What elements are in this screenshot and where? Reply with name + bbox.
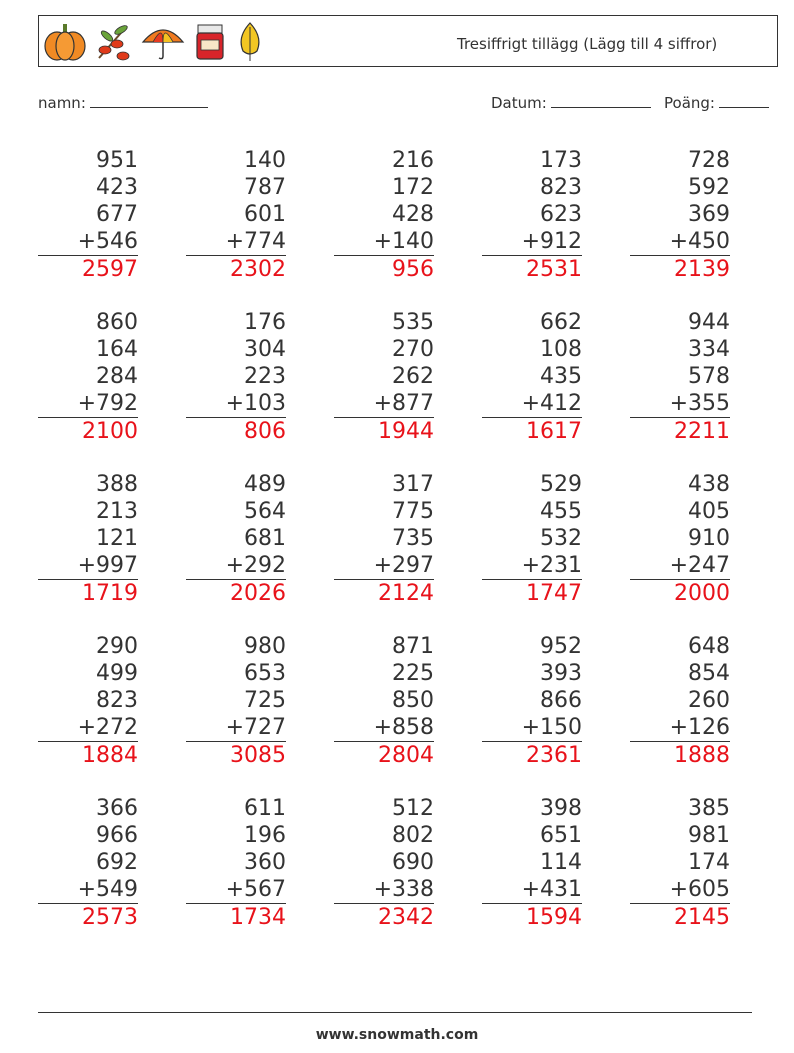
addend: 334 (688, 337, 730, 362)
footer-site: www.snowmath.com (315, 1027, 479, 1043)
addition-problem (186, 795, 286, 931)
addition-problem (186, 147, 286, 283)
addition-problem (38, 795, 138, 931)
addend: 196 (244, 823, 286, 848)
addend: 260 (688, 688, 730, 713)
addend: +912 (521, 229, 582, 254)
addend: 499 (96, 661, 138, 686)
addend: 140 (244, 148, 286, 173)
addend: +150 (521, 715, 582, 740)
addend: 966 (96, 823, 138, 848)
addend: 304 (244, 337, 286, 362)
addend: 360 (244, 850, 286, 875)
addend: 802 (392, 823, 434, 848)
score-blank[interactable] (719, 93, 769, 108)
addend: 270 (392, 337, 434, 362)
addend: 164 (96, 337, 138, 362)
addition-problem (334, 795, 434, 931)
addend: 532 (540, 526, 582, 551)
addend: 952 (540, 634, 582, 659)
addition-problem (186, 633, 286, 769)
addition-problem (482, 471, 582, 607)
footer-divider (38, 1012, 752, 1013)
addend: 850 (392, 688, 434, 713)
addend: +338 (373, 877, 434, 902)
addend: 284 (96, 364, 138, 389)
answer: 2026 (186, 579, 286, 607)
addend: 871 (392, 634, 434, 659)
addend: 262 (392, 364, 434, 389)
addend: 866 (540, 688, 582, 713)
answer: 1719 (38, 579, 138, 607)
addend: 775 (392, 499, 434, 524)
addend: 648 (688, 634, 730, 659)
addend: +567 (225, 877, 286, 902)
addend: 172 (392, 175, 434, 200)
addend: 564 (244, 499, 286, 524)
addition-problem (482, 795, 582, 931)
addition-problem (630, 795, 730, 931)
addition-problem (482, 147, 582, 283)
addend: 735 (392, 526, 434, 551)
score-field (664, 93, 769, 112)
date-field (491, 93, 651, 112)
addend: +605 (669, 877, 730, 902)
addend: 910 (688, 526, 730, 551)
addend: 787 (244, 175, 286, 200)
addend: +272 (77, 715, 138, 740)
answer: 2573 (38, 903, 138, 931)
addend: +877 (373, 391, 434, 416)
addend: 435 (540, 364, 582, 389)
addend: 823 (540, 175, 582, 200)
addend: 728 (688, 148, 730, 173)
addend: 662 (540, 310, 582, 335)
addend: +231 (521, 553, 582, 578)
addend: 114 (540, 850, 582, 875)
addend: +450 (669, 229, 730, 254)
answer: 2124 (334, 579, 434, 607)
addend: 317 (392, 472, 434, 497)
answer: 2100 (38, 417, 138, 445)
addend: 225 (392, 661, 434, 686)
addend: +546 (77, 229, 138, 254)
addend: +774 (225, 229, 286, 254)
addend: 423 (96, 175, 138, 200)
addend: +355 (669, 391, 730, 416)
addend: 681 (244, 526, 286, 551)
addition-problem (482, 309, 582, 445)
addend: +997 (77, 553, 138, 578)
rosehip-branch-icon (95, 22, 133, 62)
answer: 2145 (630, 903, 730, 931)
addend: 121 (96, 526, 138, 551)
date-label: Datum: (491, 94, 547, 112)
answer: 2342 (334, 903, 434, 931)
addend: 690 (392, 850, 434, 875)
addend: 366 (96, 796, 138, 821)
addend: 438 (688, 472, 730, 497)
answer: 2361 (482, 741, 582, 769)
pumpkin-icon (43, 22, 87, 62)
addend: 823 (96, 688, 138, 713)
addition-problem (334, 471, 434, 607)
addend: 653 (244, 661, 286, 686)
addend: +431 (521, 877, 582, 902)
addend: 592 (688, 175, 730, 200)
addend: 981 (688, 823, 730, 848)
addend: 223 (244, 364, 286, 389)
answer: 2211 (630, 417, 730, 445)
addition-problem (630, 471, 730, 607)
addend: 393 (540, 661, 582, 686)
addition-problem (630, 309, 730, 445)
answer: 1734 (186, 903, 286, 931)
answer: 2000 (630, 579, 730, 607)
header-box (38, 15, 778, 67)
addition-problem (334, 147, 434, 283)
addend: +247 (669, 553, 730, 578)
addition-problem (186, 471, 286, 607)
addend: 951 (96, 148, 138, 173)
addend: 578 (688, 364, 730, 389)
answer: 806 (186, 417, 286, 445)
addend: 601 (244, 202, 286, 227)
answer: 1884 (38, 741, 138, 769)
addition-problem (482, 633, 582, 769)
addend: 216 (392, 148, 434, 173)
answer: 2531 (482, 255, 582, 283)
addend: 611 (244, 796, 286, 821)
addend: +549 (77, 877, 138, 902)
addend: 535 (392, 310, 434, 335)
addend: 529 (540, 472, 582, 497)
answer: 2302 (186, 255, 286, 283)
addition-problem (186, 309, 286, 445)
addend: 854 (688, 661, 730, 686)
answer: 1888 (630, 741, 730, 769)
addition-problem (38, 633, 138, 769)
name-blank[interactable] (90, 93, 208, 108)
addend: 944 (688, 310, 730, 335)
umbrella-icon (141, 22, 185, 62)
addend: 428 (392, 202, 434, 227)
addition-problem (630, 147, 730, 283)
addend: +126 (669, 715, 730, 740)
addend: 108 (540, 337, 582, 362)
addend: 405 (688, 499, 730, 524)
answer: 1944 (334, 417, 434, 445)
addend: +140 (373, 229, 434, 254)
addend: +412 (521, 391, 582, 416)
addend: 651 (540, 823, 582, 848)
addition-problem (334, 633, 434, 769)
addition-problem (38, 309, 138, 445)
addend: 692 (96, 850, 138, 875)
answer: 1594 (482, 903, 582, 931)
answer: 2804 (334, 741, 434, 769)
addend: 173 (540, 148, 582, 173)
addend: 385 (688, 796, 730, 821)
answer: 2597 (38, 255, 138, 283)
addend: 623 (540, 202, 582, 227)
name-label: namn: (38, 94, 86, 112)
addend: 290 (96, 634, 138, 659)
page-title: Tresiffrigt tillägg (Lägg till 4 siffror) (457, 35, 718, 53)
addend: +103 (225, 391, 286, 416)
addition-problem (334, 309, 434, 445)
addend: 369 (688, 202, 730, 227)
answer: 2139 (630, 255, 730, 283)
addend: 980 (244, 634, 286, 659)
addition-problem (38, 471, 138, 607)
answer: 956 (334, 255, 434, 283)
addend: +297 (373, 553, 434, 578)
addend: 489 (244, 472, 286, 497)
addend: 677 (96, 202, 138, 227)
addend: 174 (688, 850, 730, 875)
jam-jar-icon (193, 22, 227, 62)
yellow-leaf-icon (235, 21, 265, 63)
addend: +727 (225, 715, 286, 740)
answer: 1617 (482, 417, 582, 445)
answer: 1747 (482, 579, 582, 607)
answer: 3085 (186, 741, 286, 769)
addend: 176 (244, 310, 286, 335)
addend: 388 (96, 472, 138, 497)
addend: 455 (540, 499, 582, 524)
addend: 725 (244, 688, 286, 713)
name-field (38, 93, 208, 112)
addend: +792 (77, 391, 138, 416)
addend: 213 (96, 499, 138, 524)
addend: 860 (96, 310, 138, 335)
addend: +858 (373, 715, 434, 740)
addend: 512 (392, 796, 434, 821)
date-blank[interactable] (551, 93, 651, 108)
addend: +292 (225, 553, 286, 578)
addition-problem (630, 633, 730, 769)
header-icons (43, 20, 265, 64)
addend: 398 (540, 796, 582, 821)
score-label: Poäng: (664, 94, 715, 112)
addition-problem (38, 147, 138, 283)
